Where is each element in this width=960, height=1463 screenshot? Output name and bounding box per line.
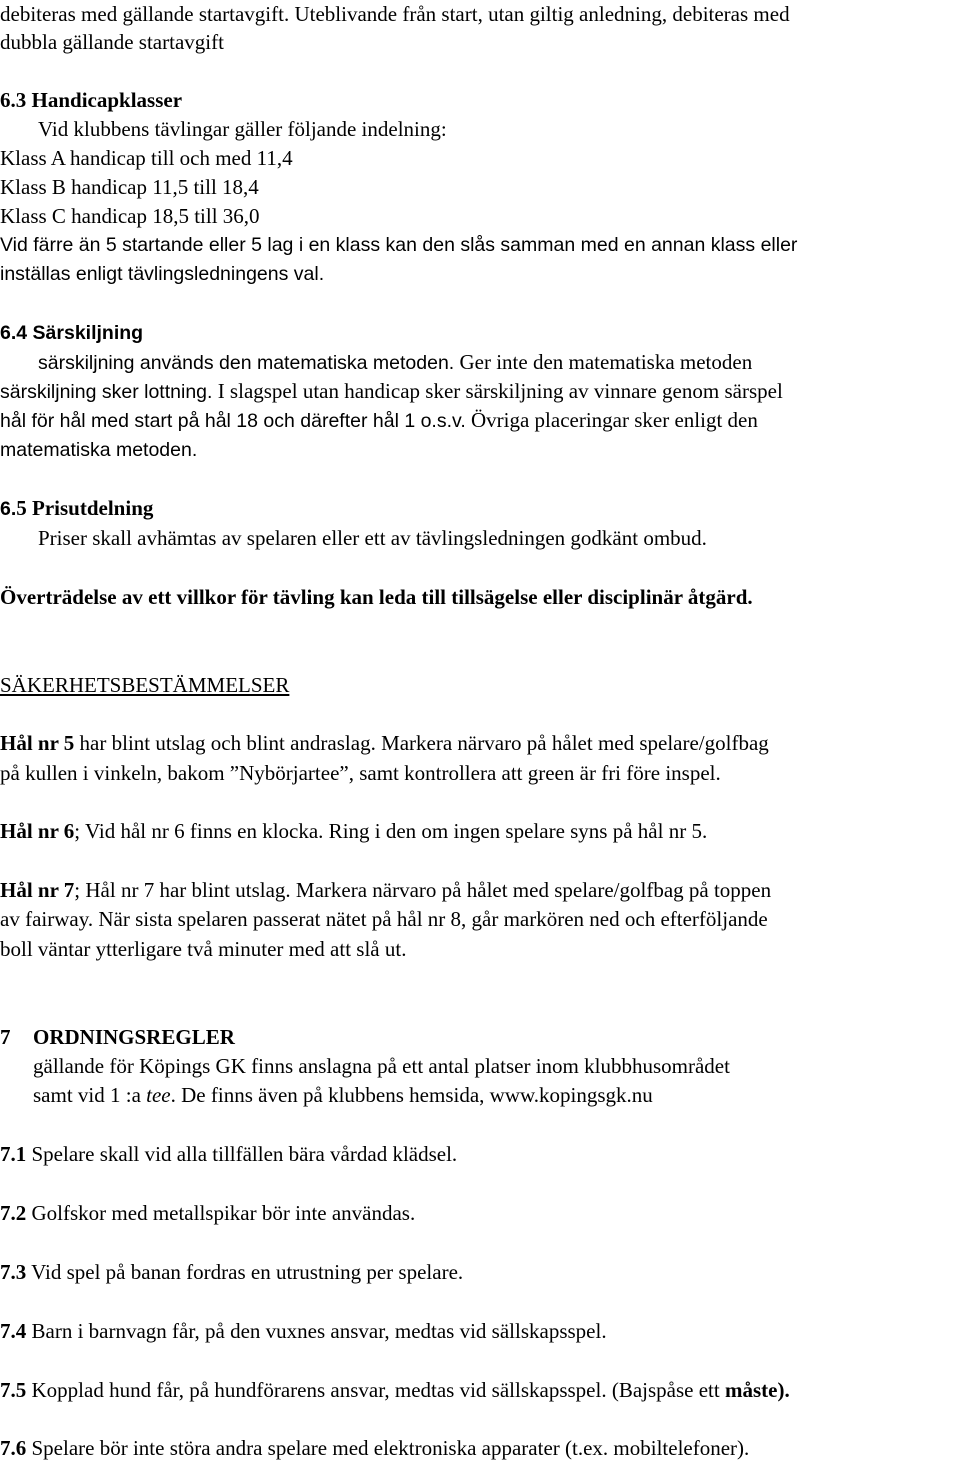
rule-7-6 — [0, 1434, 749, 1463]
section-6-4-text-c: särskiljning sker lottning. — [0, 381, 213, 403]
hole-6-line — [0, 817, 707, 846]
section-6-5-heading — [0, 494, 153, 524]
section-7-heading — [0, 1023, 235, 1052]
section-6-4-line-2 — [0, 377, 783, 407]
rule-text: Vid spel på banan fordras en utrustning per spelare. — [26, 1260, 464, 1284]
rule-number: 7.2 — [0, 1201, 27, 1225]
section-6-4-line-3 — [0, 406, 758, 436]
section-6-5-line: Priser skall avhämtas av spelaren eller ett av tävlingsledningen godkänt ombud. — [38, 526, 707, 550]
class-a-line: Klass A handicap till och med 11,4 — [0, 146, 293, 170]
rule-text: Spelare bör inte störa andra spelare med elektroniska apparater (t.ex. mobiltelefoner). — [26, 1436, 750, 1460]
hole-6-label: Hål nr 6 — [0, 819, 75, 843]
rule-number: 7.4 — [0, 1319, 27, 1343]
section-6-4-line-4: matematiska metoden. — [0, 439, 198, 461]
section-7-tee: tee — [146, 1083, 171, 1107]
section-6-5-title: 5 Prisutdelning — [16, 496, 154, 520]
rule-number: 7.6 — [0, 1436, 27, 1460]
section-6-4-text-b: Ger inte den matematiska metoden — [454, 350, 753, 374]
section-7-text-b: . De finns även på klubbens hemsida, www.kopingsgk.nu — [170, 1083, 653, 1107]
section-6-4-title: 4 Särskiljning — [16, 322, 144, 344]
violation-notice: Överträdelse av ett villkor för tävling kan leda till tillsägelse eller disciplinär åtgärd. — [0, 585, 753, 609]
rule-7-3 — [0, 1258, 463, 1287]
section-7-text-a: samt vid 1 :a — [33, 1083, 147, 1107]
rule-number: 7.1 — [0, 1142, 27, 1166]
hole-7-line-3: boll väntar ytterligare två minuter med att slå ut. — [0, 937, 407, 961]
section-6-5-number: 6. — [0, 498, 17, 520]
hole-5-label: Hål nr 5 — [0, 731, 75, 755]
section-6-4-text-e: hål för hål med start på hål 18 och därefter hål 1 o.s.v. — [0, 410, 466, 432]
section-7-line-1: gällande för Köpings GK finns anslagna på ett antal platser inom klubbhusområdet — [33, 1054, 730, 1078]
rule-text: Golfskor med metallspikar bör inte användas. — [26, 1201, 416, 1225]
section-6-4-text-a: särskiljning används den matematiska metoden. — [38, 352, 455, 374]
intro-line-1: debiteras med gällande startavgift. Uteblivande från start, utan giltig anledning, debiteras med — [0, 2, 790, 26]
rule-text-bold: måste). — [724, 1378, 790, 1402]
section-7-line-2 — [33, 1081, 653, 1110]
rule-number: 7.5 — [0, 1378, 27, 1402]
hole-7-line-1 — [0, 876, 771, 905]
hole-5-text-1: har blint utslag och blint andraslag. Markera närvaro på hålet med spelare/golfbag — [74, 731, 769, 755]
hole-6-text: ; Vid hål nr 6 finns en klocka. Ring i den om ingen spelare syns på hål nr 5. — [74, 819, 708, 843]
rule-text: Spelare skall vid alla tillfällen bära vårdad klädsel. — [26, 1142, 458, 1166]
hole-7-label: Hål nr 7 — [0, 878, 75, 902]
rule-7-5 — [0, 1376, 790, 1405]
hole-5-line-1 — [0, 729, 769, 758]
hole-7-text-1: ; Hål nr 7 har blint utslag. Markera närvaro på hålet med spelare/golfbag på toppen — [74, 878, 772, 902]
rule-7-1 — [0, 1140, 457, 1169]
class-rule-line-1: Vid färre än 5 startande eller 5 lag i en klass kan den slås samman med en annan klass eller — [0, 234, 798, 256]
section-7-title: ORDNINGSREGLER — [33, 1025, 235, 1049]
class-c-line: Klass C handicap 18,5 till 36,0 — [0, 204, 260, 228]
section-6-4-heading — [0, 318, 143, 348]
section-7-number: 7 — [0, 1025, 11, 1049]
rule-7-4 — [0, 1317, 607, 1346]
hole-7-line-2: av fairway. När sista spelaren passerat nätet på hål nr 8, går markören ned och efterföljande — [0, 907, 768, 931]
section-6-4-text-d: I slagspel utan handicap sker särskiljning av vinnare genom särspel — [212, 379, 783, 403]
class-rule-line-2: inställas enligt tävlingsledningens val. — [0, 263, 325, 285]
safety-heading: SÄKERHETSBESTÄMMELSER — [0, 673, 290, 697]
section-6-4-text-f: Övriga placeringar sker enligt den — [465, 408, 758, 432]
section-6-4-line-1 — [0, 348, 752, 378]
section-6-4-number: 6. — [0, 322, 17, 344]
section-6-3-heading: 6.3 Handicapklasser — [0, 88, 183, 112]
intro-line-2: dubbla gällande startavgift — [0, 30, 224, 54]
class-b-line: Klass B handicap 11,5 till 18,4 — [0, 175, 259, 199]
rule-text: Kopplad hund får, på hundförarens ansvar, medtas vid sällskapsspel. (Bajspåse ett — [26, 1378, 725, 1402]
section-6-3-line: Vid klubbens tävlingar gäller följande indelning: — [38, 117, 447, 141]
rule-text: Barn i barnvagn får, på den vuxnes ansvar, medtas vid sällskapsspel. — [26, 1319, 607, 1343]
rule-number: 7.3 — [0, 1260, 27, 1284]
rule-7-2 — [0, 1199, 415, 1228]
hole-5-line-2: på kullen i vinkeln, bakom ”Nybörjartee”, samt kontrollera att green är fri före inspel. — [0, 761, 721, 785]
